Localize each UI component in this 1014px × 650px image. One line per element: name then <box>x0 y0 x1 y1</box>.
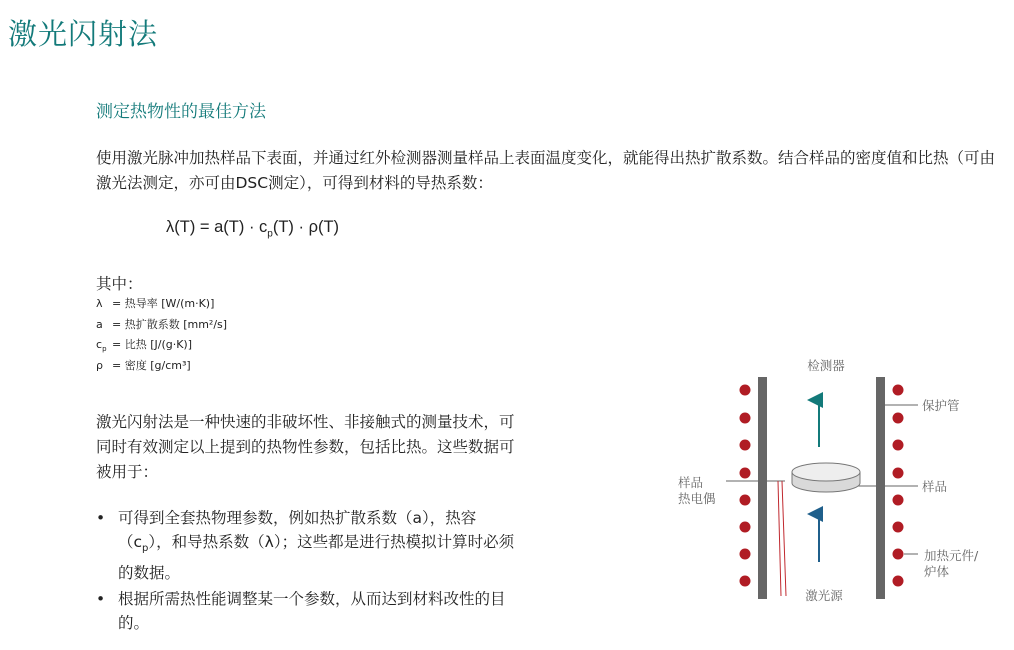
list-item-text: 可得到全套热物理参数，例如热扩散系数（a），热容$(c_p)$，和导热系数（λ）；这些都是进行热模拟计算时必须的数据。 <box>118 509 515 583</box>
heater-dot <box>893 522 904 533</box>
definition-row <box>96 337 227 358</box>
tube-wall-left <box>758 377 767 599</box>
where-label: 其中： <box>96 275 143 293</box>
page-subtitle: 测定热物性的最佳方法 <box>96 102 266 122</box>
heater-dot <box>740 522 751 533</box>
heater-dot <box>740 549 751 560</box>
formula-subscript: p <box>267 228 273 240</box>
label-sample: 样品 <box>922 479 948 494</box>
heater-dot <box>740 440 751 451</box>
definition-text: = 热扩散系数 [mm²/s] <box>112 317 228 331</box>
formula-left: λ(T) = a(T) · c <box>166 218 268 236</box>
definition-symbol: a <box>96 317 103 331</box>
definition-symbol: $c_p$ <box>96 338 107 354</box>
heater-dot <box>893 468 904 479</box>
definition-symbol: λ <box>96 297 103 310</box>
definition-text: = 密度 [g/cm³] <box>112 359 191 373</box>
method-description: 激光闪射法是一种快速的非破坏性、非接触式的测量技术，可同时有效测定以上提到的热物性参数，包括比热。这些数据可被用于： <box>96 413 515 481</box>
label-heater-line1: 加热元件/ <box>924 548 979 563</box>
tube-wall-right <box>876 377 885 599</box>
definition-text: = 比热 [J/(g·K)] <box>112 338 193 352</box>
list-item-text: 根据所需热性能调整某一个参数，从而达到材料改性的目的。 <box>118 590 506 633</box>
heater-dot <box>893 385 904 396</box>
heater-dot <box>893 576 904 587</box>
formula-right: (T) · ρ(T) <box>272 218 340 236</box>
label-protective-tube: 保护管 <box>922 398 960 413</box>
heater-dot <box>740 385 751 396</box>
bullet-marker: • <box>96 509 106 527</box>
heater-dot <box>740 495 751 506</box>
list-item <box>96 506 526 585</box>
sample-disc-top <box>792 463 860 481</box>
thermocouple-wire <box>778 481 786 596</box>
label-thermocouple-line1: 样品 <box>678 475 704 490</box>
definition-row <box>96 296 227 317</box>
label-heater-line2: 炉体 <box>924 564 950 579</box>
definitions-list <box>96 296 227 379</box>
uses-list <box>96 506 526 644</box>
heater-dot <box>740 468 751 479</box>
laser-flash-diagram <box>660 350 1000 610</box>
heater-dot <box>893 413 904 424</box>
definition-symbol: ρ <box>96 359 103 373</box>
heater-dot <box>893 549 904 560</box>
label-detector: 检测器 <box>807 358 845 373</box>
heater-dot <box>740 576 751 587</box>
list-item <box>96 587 526 642</box>
heater-dot <box>893 495 904 506</box>
heater-dot <box>740 413 751 424</box>
intro-paragraph: 使用激光脉冲加热样品下表面，并通过红外检测器测量样品上表面温度变化，就能得出热扩散系数。结合样品的密度值和比热（可由激光法测定，亦可由DSC测定），可得到材料的导热系数： <box>96 149 996 192</box>
definition-row <box>96 358 227 379</box>
definition-row <box>96 317 227 338</box>
conductivity-formula <box>166 218 339 239</box>
bullet-marker: • <box>96 590 106 609</box>
page-title: 激光闪射法 <box>8 17 159 51</box>
label-laser-source: 激光源 <box>805 588 843 603</box>
label-thermocouple-line2: 热电偶 <box>678 491 716 506</box>
heater-dot <box>893 440 904 451</box>
definition-text: = 热导率 [W/(m·K)] <box>112 297 215 310</box>
